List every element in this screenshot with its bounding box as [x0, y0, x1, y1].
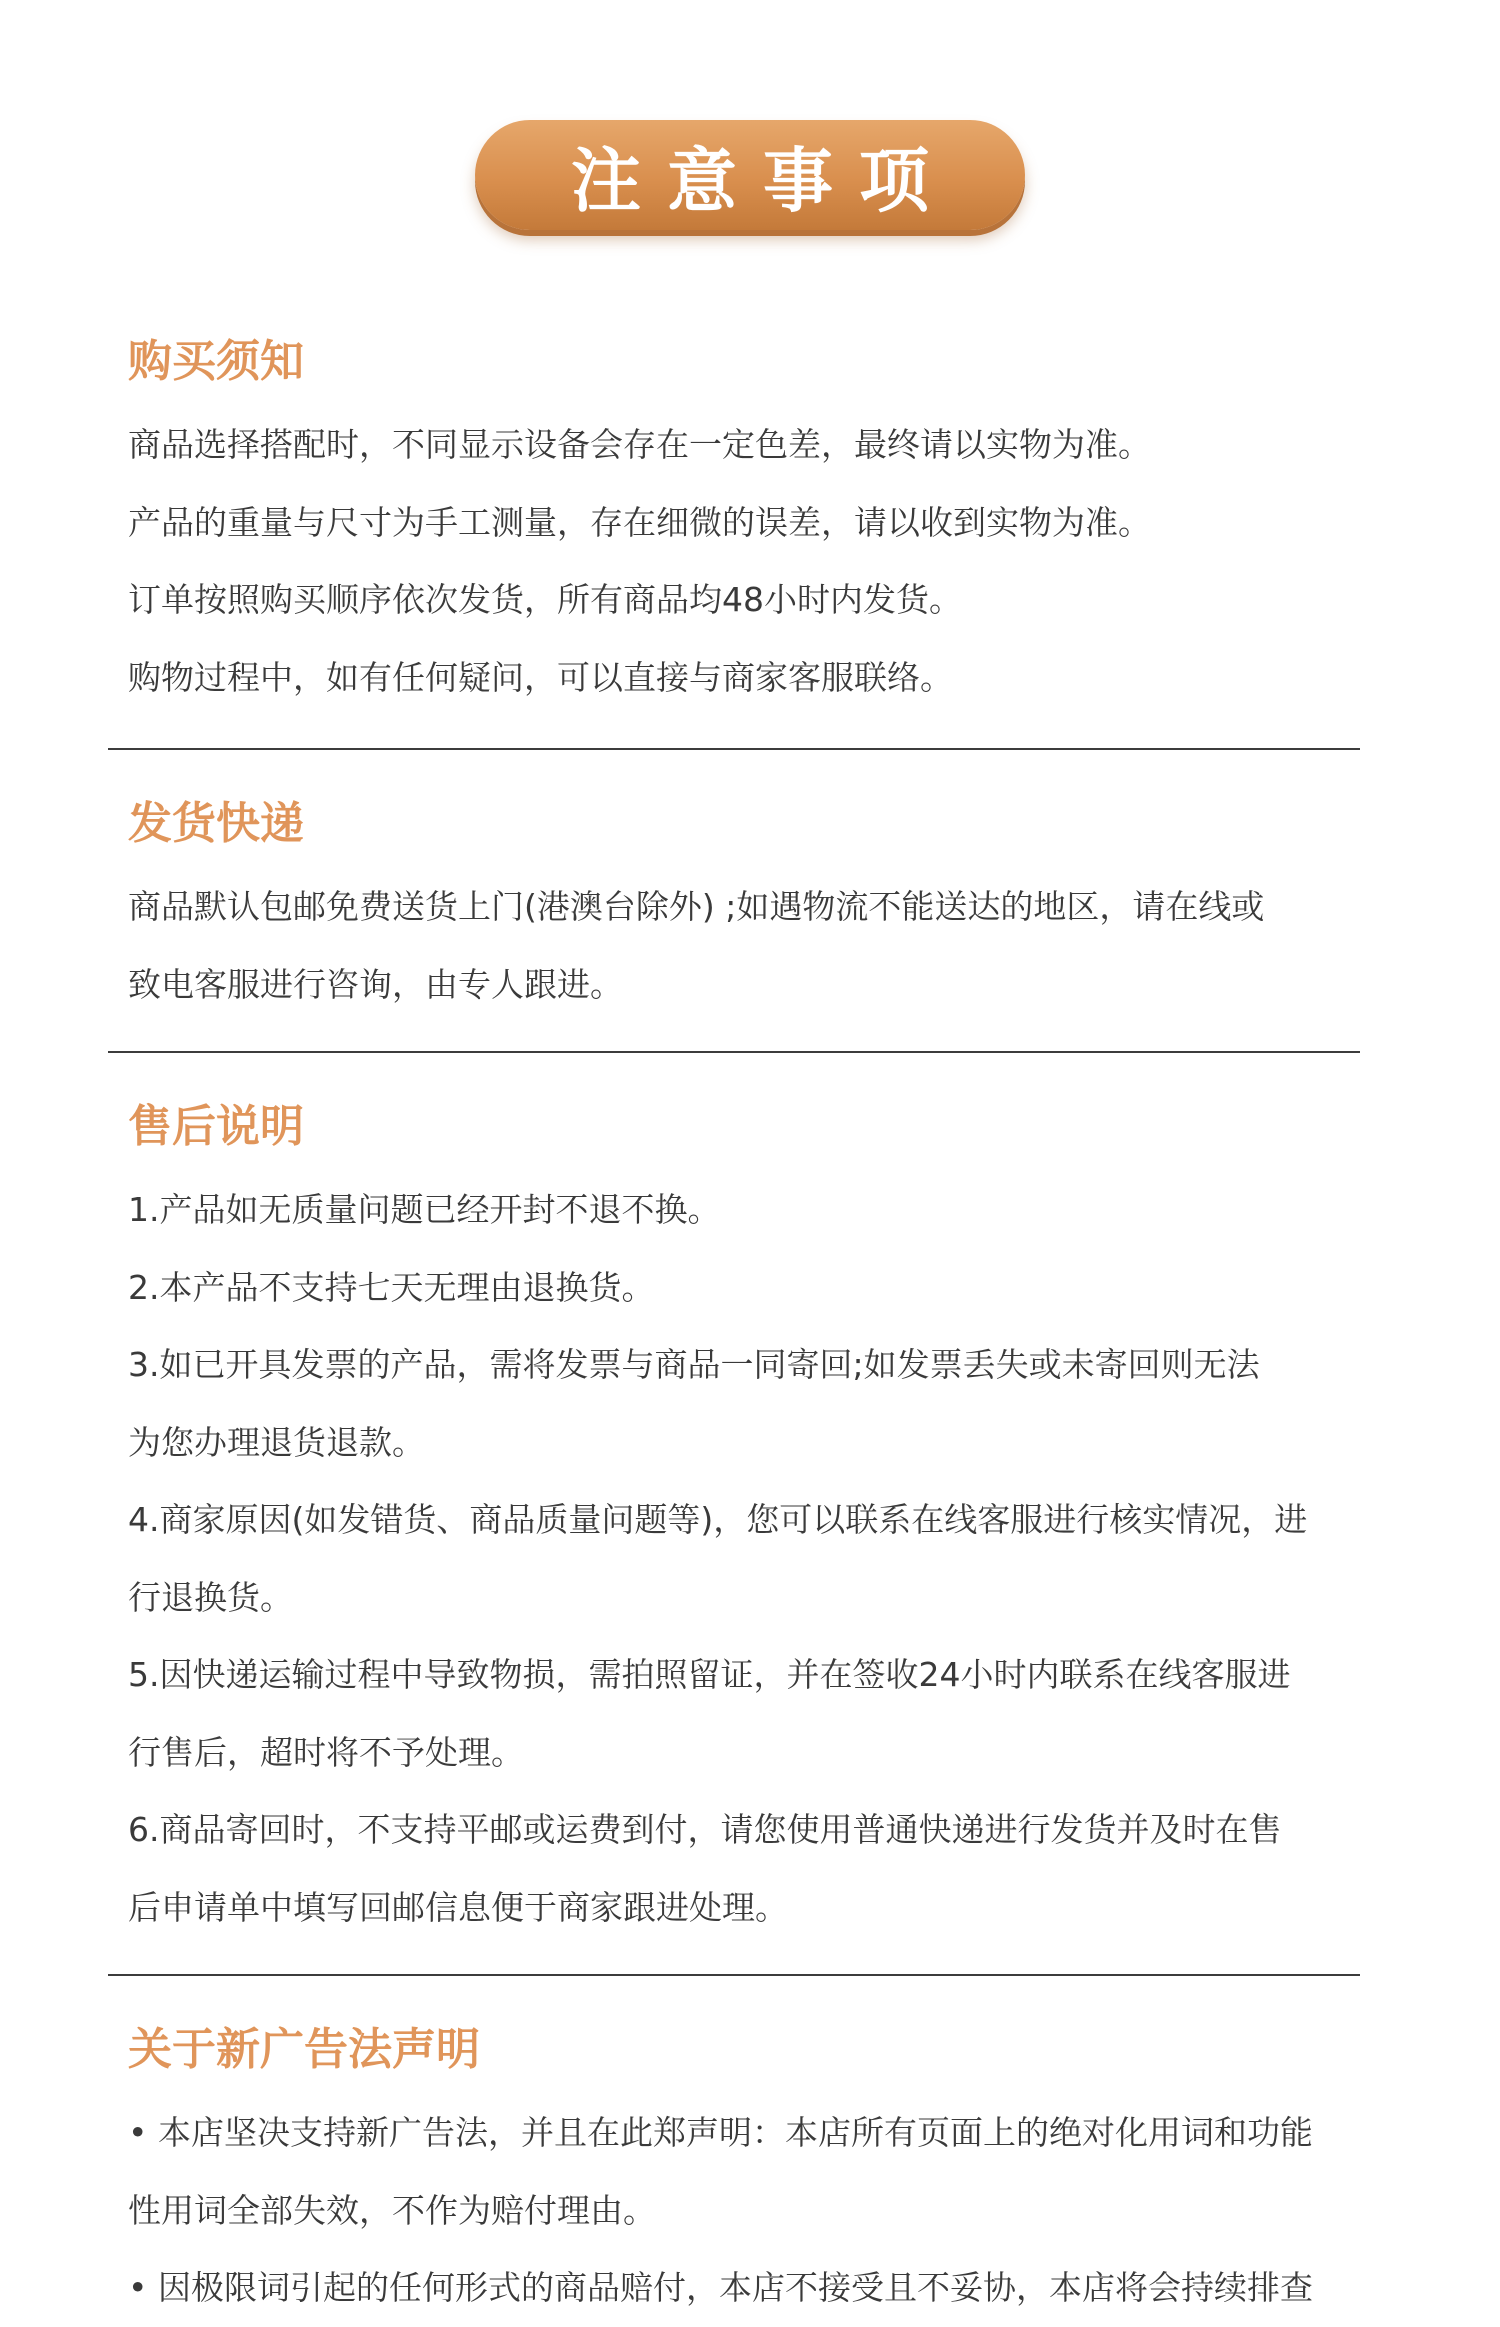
section-title: 购买须知: [128, 336, 304, 387]
section-title: 发货快递: [128, 798, 304, 849]
section-line: 后申请单中填写回邮信息便于商家跟进处理。: [128, 1887, 788, 1927]
section-line: 性用词全部失效，不作为赔付理由。: [128, 2190, 656, 2230]
section-line: 商品选择搭配时，不同显示设备会存在一定色差，最终请以实物为准。: [128, 425, 1151, 464]
section-shipping: [118, 792, 1370, 1023]
section-line: 商品默认包邮免费送货上门(港澳台除外) ;如遇物流不能送达的地区，请在线或: [128, 887, 1265, 926]
section-line: 致电客服进行咨询，由专人跟进。: [128, 964, 623, 1004]
section-line: 2.本产品不支持七天无理由退换货。: [128, 1267, 655, 1307]
banner-title: 注意事项: [571, 139, 955, 222]
section-line: 3.如已开具发票的产品，需将发票与商品一同寄回;如发票丢失或未寄回则无法: [128, 1345, 1260, 1384]
section-line: 为您办理退货退款。: [128, 1422, 425, 1462]
section-line: 产品的重量与尺寸为手工测量，存在细微的误差，请以收到实物为准。: [128, 502, 1151, 542]
section-title: 售后说明: [128, 1101, 304, 1152]
section-line: 行售后，超时将不予处理。: [128, 1732, 524, 1772]
section-divider: [108, 1974, 1360, 1976]
section-line: 4.商家原因(如发错货、商品质量问题等)，您可以联系在线客服进行核实情况，进: [128, 1500, 1308, 1539]
notice-content: [118, 330, 1370, 2327]
section-line: 购物过程中，如有任何疑问，可以直接与商家客服联络。: [128, 657, 953, 697]
section-line: 5.因快递运输过程中导致物损，需拍照留证，并在签收24小时内联系在线客服进: [128, 1655, 1291, 1694]
section-ad-law-statement: [118, 2018, 1370, 2327]
banner-container: [0, 120, 1500, 230]
section-divider: [108, 748, 1360, 750]
section-line: 行退换货。: [128, 1577, 293, 1617]
section-line: • 因极限词引起的任何形式的商品赔付，本店不接受且不妥协，本店将会持续排查: [128, 2268, 1313, 2307]
section-line: 6.商品寄回时，不支持平邮或运费到付，请您使用普通快递进行发货并及时在售: [128, 1810, 1282, 1849]
section-after-sales: [118, 1095, 1370, 1946]
section-line: • 本店坚决支持新广告法，并且在此郑声明：本店所有页面上的绝对化用词和功能: [128, 2113, 1313, 2152]
section-title: 关于新广告法声明: [128, 2024, 480, 2075]
section-line: 订单按照购买顺序依次发货，所有商品均48小时内发货。: [128, 580, 962, 619]
notice-banner: [475, 120, 1025, 230]
section-line: 1.产品如无质量问题已经开封不退不换。: [128, 1190, 721, 1229]
section-purchase-notice: [118, 330, 1370, 716]
section-divider: [108, 1051, 1360, 1053]
